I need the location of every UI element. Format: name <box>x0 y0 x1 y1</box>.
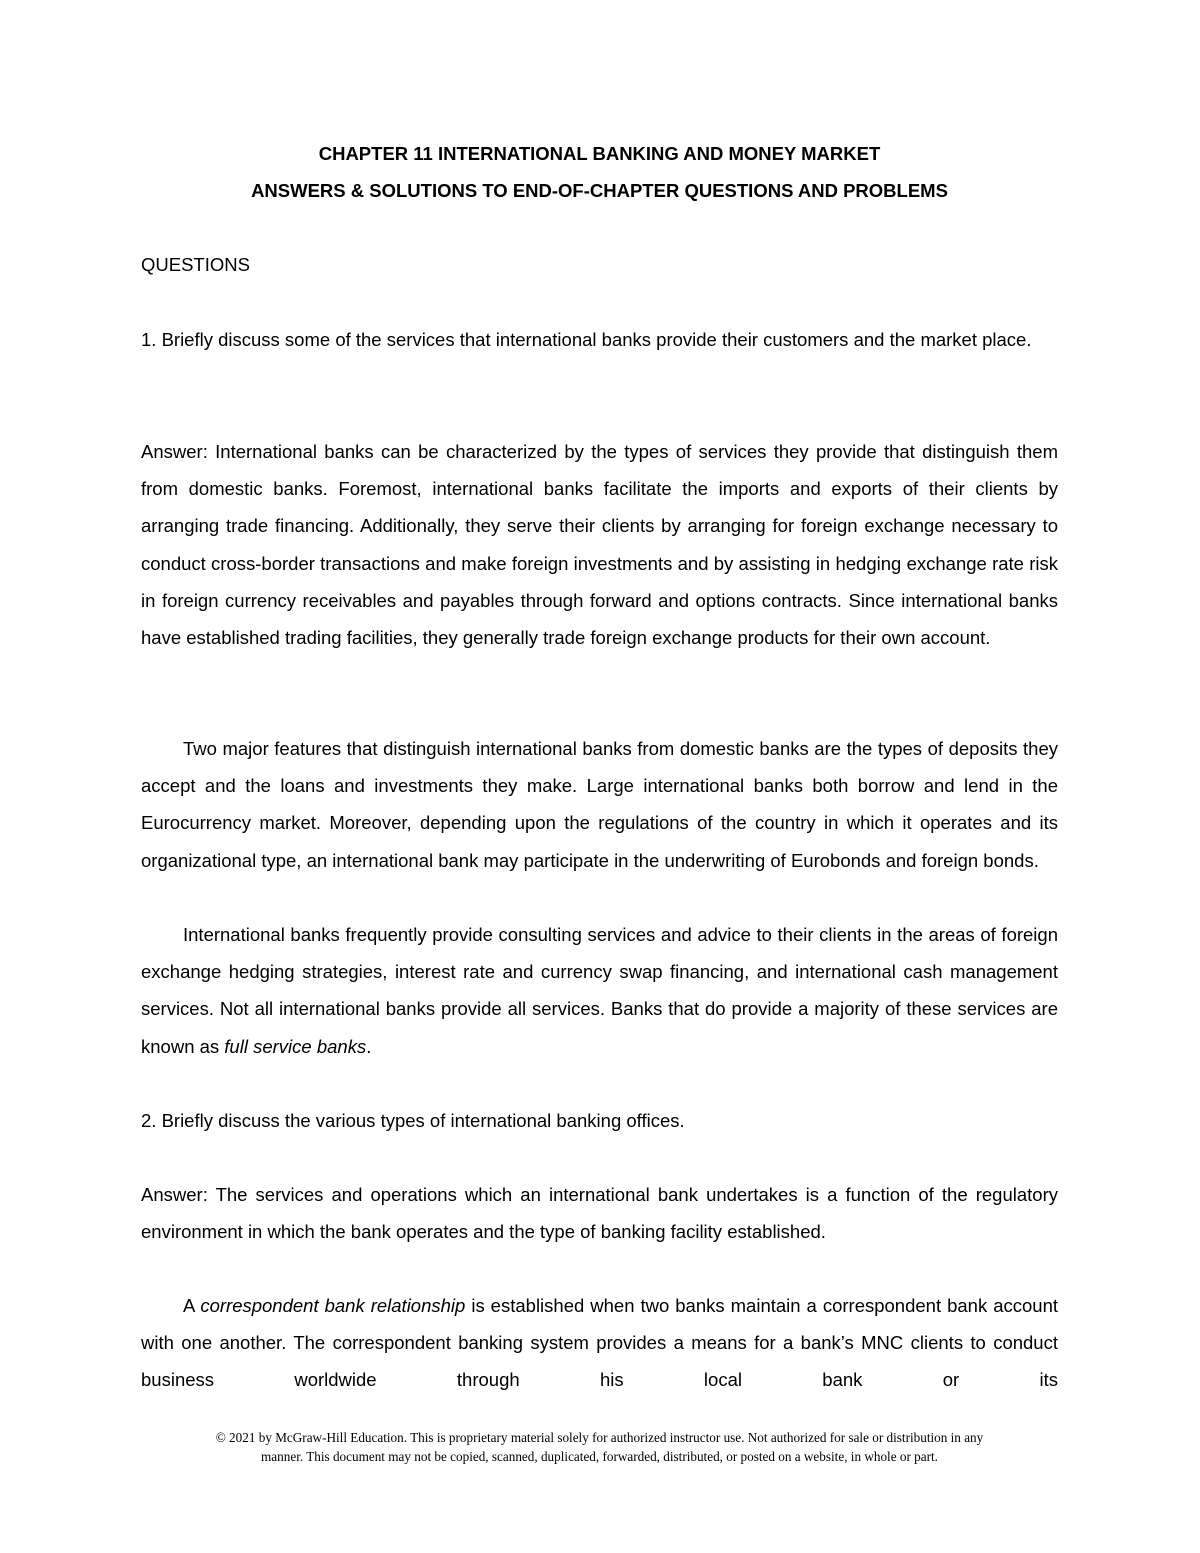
correspondent-bank-relationship-term: correspondent bank relationship <box>200 1295 466 1316</box>
answer-1-paragraph-3 <box>141 916 1058 1065</box>
copyright-footer <box>141 1428 1058 1466</box>
answer-1-paragraph-3-end: . <box>366 1035 372 1057</box>
chapter-subtitle: ANSWERS & SOLUTIONS TO END-OF-CHAPTER QUESTIONS AND PROBLEMS <box>251 180 948 201</box>
answer-2-paragraph-2 <box>141 1287 1058 1399</box>
question-1: 1. Briefly discuss some of the services that international banks provide their customers and the market place. <box>141 329 1032 350</box>
answer-1-paragraph-3-text: International banks frequently provide consulting services and advice to their clients in the areas of foreign exchange hedging strategies, interest rate and currency swap financing, and international cash management services. Not all international banks provide all services. Banks that do provide a majority of these services are known as <box>141 924 1058 1057</box>
answer-2-paragraph-2-start: A <box>183 1295 195 1316</box>
chapter-title: CHAPTER 11 INTERNATIONAL BANKING AND MONEY MARKET <box>318 143 881 164</box>
answer-2-paragraph-1: Answer: The services and operations which an international bank undertakes is a function of the regulatory environment in which the bank operates and the type of banking facility established. <box>141 1184 1058 1243</box>
section-label: QUESTIONS <box>141 254 250 275</box>
answer-1-paragraph-2: Two major features that distinguish international banks from domestic banks are the types of deposits they accept and the loans and investments they make. Large international banks both borrow and lend in the Eurocurrency market. Moreover, depending upon the regulations of the country in which it operates and its organizational type, an international bank may participate in the underwriting of Eurobonds and foreign bonds. <box>141 738 1058 871</box>
footer-line-2: manner. This document may not be copied, scanned, duplicated, forwarded, distributed, or posted on a website, in whole or part. <box>261 1449 938 1464</box>
answer-2-paragraph-2-text: is established when two banks maintain a correspondent bank account with one another. The correspondent banking system provides a means for a bank’s MNC clients to conduct business worldwide through his local bank or its <box>141 1295 1059 1391</box>
footer-line-1: © 2021 by McGraw-Hill Education. This is proprietary material solely for authorized instructor use. Not authorized for sale or distribution in any <box>215 1430 984 1445</box>
answer-1-paragraph-1: Answer: International banks can be characterized by the types of services they provide that distinguish them from domestic banks. Foremost, international banks facilitate the imports and exports of their clients by arranging trade financing. Additionally, they serve their clients by arranging for foreign exchange necessary to conduct cross-border transactions and make foreign investments and by assisting in hedging exchange rate risk in foreign currency receivables and payables through forward and options contracts. Since international banks have established trading facilities, they generally trade foreign exchange products for their own account. <box>141 441 1058 649</box>
full-service-banks-term: full service banks <box>224 1035 367 1057</box>
question-2: 2. Briefly discuss the various types of international banking offices. <box>141 1110 685 1131</box>
